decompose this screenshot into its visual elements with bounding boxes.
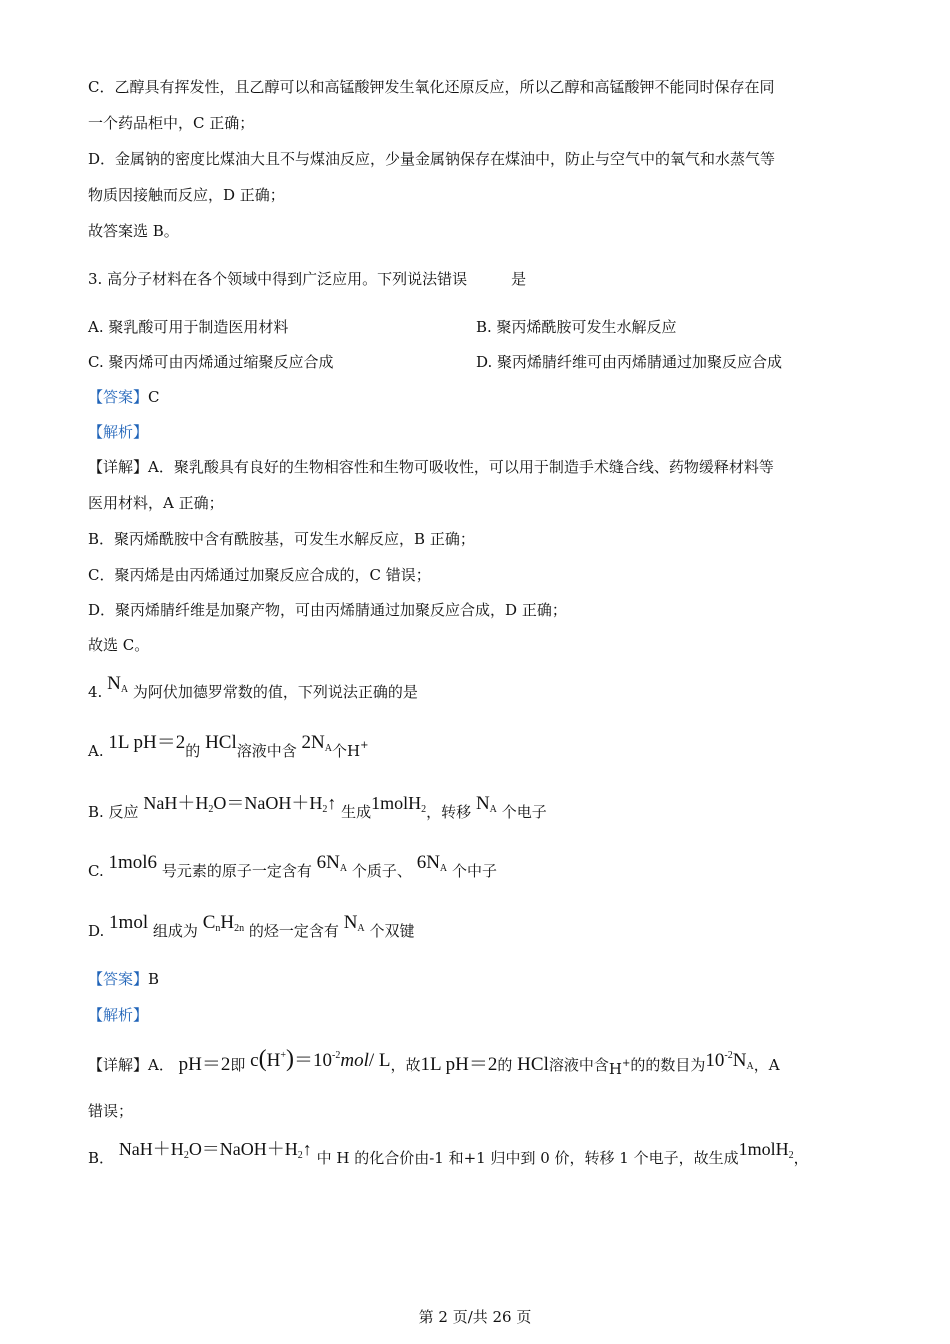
q2-explain-c-line1: C．乙醇具有挥发性，且乙醇可以和高锰酸钾发生氧化还原反应，所以乙醇和高锰酸钾不能同时保存在同 [88, 78, 775, 96]
q4-d-hsub: 2n [234, 923, 245, 934]
q3-stem-b: 是 [511, 270, 527, 288]
q4-answer [88, 968, 868, 990]
q3-detail-b: B．聚丙烯酰胺中含有酰胺基，可发生水解反应，B 正确； [88, 530, 475, 548]
q2-conclusion: 故答案选 B。 [88, 222, 179, 240]
q4-detail-a-label: A． [148, 1056, 174, 1074]
q3-detail-tag: 【详解】 [88, 458, 149, 476]
na-n: N [107, 673, 121, 694]
q4-option-b [88, 793, 868, 823]
q4-stem [88, 673, 868, 703]
q4-det-a-eq: ＝10 [293, 1050, 332, 1071]
q4-det-b-text1: 中 H 的化合价由-1 和+1 归中到 0 价，转移 1 个电子，故生成 [316, 1149, 739, 1167]
q4-answer-value: B [148, 970, 160, 988]
q3-option-d: D. 聚丙烯腈纤维可由丙烯腈通过加聚反应合成 [476, 353, 783, 371]
q4-a-h: H [347, 742, 361, 760]
q4-d-csub: n [215, 923, 221, 934]
q4-det-a-text3: 的 [497, 1056, 513, 1074]
q4-number: 4. [88, 683, 103, 701]
q3-analysis-tag [88, 421, 868, 443]
q3-conclusion: 故选 C。 [88, 636, 150, 654]
q4-option-a-label: A. [88, 742, 104, 760]
q4-det-a-h2: H [608, 1060, 622, 1078]
q4-d-text2: 的烃一定含有 [248, 922, 339, 940]
q4-det-a-text4: 溶液中含 [548, 1056, 609, 1074]
q3-option-b: B. 聚丙烯酰胺可发生水解反应 [476, 318, 677, 336]
q2-explain-d-line2: 物质因接触而反应，D 正确； [88, 186, 285, 204]
q4-d-1mol: 1mol [109, 912, 149, 933]
q4-b-1molh2 [371, 793, 426, 813]
q4-b-eq1: NaH＋H [143, 793, 209, 813]
up-arrow-icon: ↑ [327, 793, 337, 813]
q4-a-hsup: + [360, 740, 369, 751]
q4-stem-text: 为阿伏加德罗常数的值，下列说法正确的是 [132, 683, 418, 701]
q4-d-na-main: N [343, 912, 358, 933]
q3-option-a: A. 聚乳酸可用于制造医用材料 [88, 318, 289, 336]
q4-option-a [88, 732, 868, 762]
q4-det-a-text5: 的的数目为 [630, 1056, 706, 1074]
q4-a-2na-sub: A [324, 743, 333, 754]
q4-d-text1: 组成为 [152, 922, 198, 940]
q4-d-text3: 个双键 [369, 922, 415, 940]
q4-analysis [88, 1004, 868, 1026]
q3-detail-d: D．聚丙烯腈纤维是加聚产物，可由丙烯腈通过加聚反应合成，D 正确； [88, 601, 567, 619]
q4-det-a-hsup: + [280, 1050, 286, 1061]
q3-stem [88, 268, 868, 290]
q3-answer [88, 386, 868, 408]
q4-det-a-10: 10 [705, 1050, 725, 1071]
q3-detail-c: C．聚丙烯是由丙烯通过加聚反应合成的，C 错误； [88, 566, 431, 584]
q4-detail-a [88, 1046, 868, 1078]
q4-det-a-unit: mol [340, 1050, 369, 1071]
q2-explain-c-line2: 一个药品柜中，C 正确； [88, 114, 255, 132]
q4-option-d [88, 912, 868, 942]
q4-d-na-sub: A [357, 923, 365, 934]
q3-detail-a-line1 [88, 456, 868, 478]
q4-det-b-sub2: 2 [297, 1150, 303, 1161]
q4-det-a-h2sup: + [621, 1058, 631, 1069]
q4-det-a-unit2: / L [368, 1050, 391, 1071]
q2-explain-d-line1: D．金属钠的密度比煤油大且不与煤油反应，少量金属钠保存在煤油中，防止与空气中的氧气和水蒸气等 [88, 150, 776, 168]
q4-c-text1: 号元素的原子一定含有 [161, 862, 312, 880]
q3-options-row1 [88, 316, 868, 338]
q4-d-cnh2n [203, 912, 244, 933]
q4-det-a-conc: $c(H^+)=10^{-2}mol/$ L [250, 1046, 391, 1072]
q4-c-text2: 个质子、 [351, 862, 412, 880]
q4-c-6na-protons [317, 852, 347, 873]
q4-det-a-hplus [609, 1060, 630, 1078]
q4-c-6na-sub: A [339, 863, 348, 874]
q4-det-a-h: H [266, 1050, 281, 1071]
q4-na-symbol [107, 673, 128, 694]
q4-b-text2: ，转移 [426, 803, 472, 821]
q4-answer-tag: 【答案】 [88, 970, 149, 988]
q4-a-2na [302, 732, 332, 753]
q3-stem-a: 3. 高分子材料在各个领域中得到广泛应用。下列说法错误 [88, 270, 468, 288]
q4-det-a-nsub: A [746, 1061, 754, 1072]
q4-d-na [344, 912, 365, 933]
q4-d-c: C [202, 912, 216, 933]
q4-b-text1: 生成 [341, 803, 372, 821]
q4-a-text1: 的 [185, 742, 201, 760]
q4-det-b-1molh2-sub: 2 [788, 1150, 794, 1161]
q4-option-b-label: B. 反应 [88, 803, 139, 821]
q4-detail-tag: 【详解】 [88, 1056, 149, 1074]
q4-det-a-expsup: -2 [332, 1050, 341, 1061]
up-arrow-icon: ↑ [302, 1139, 312, 1159]
q4-detail-a-line2: 错误； [88, 1102, 134, 1120]
q4-analysis-tag: 【解析】 [88, 1006, 149, 1024]
q4-det-a-hcl: HCl [517, 1054, 549, 1075]
q4-c-1mol6: 1mol6 [108, 852, 158, 873]
q4-det-a-count [705, 1050, 753, 1071]
q4-det-a-10sup: -2 [724, 1050, 733, 1061]
q4-c-6na2-main: 6N [416, 852, 440, 873]
q4-det-a-text1: 即 [230, 1056, 246, 1074]
q4-option-d-label: D. [88, 922, 105, 940]
q3-detail-a-line2: 医用材料，A 正确； [88, 494, 224, 512]
q4-a-text2: 溶液中含 [236, 742, 297, 760]
q4-a-2na-main: 2N [301, 732, 325, 753]
q4-det-b-text2: ， [793, 1149, 809, 1167]
q4-b-eq2: O＝NaOH＋H [213, 793, 323, 813]
q4-a-ph-formula: 1L pH＝2 [108, 732, 186, 753]
q4-a-hplus [347, 742, 368, 760]
q4-det-a-c: c [250, 1050, 259, 1071]
q4-c-text3: 个中子 [451, 862, 497, 880]
q3-answer-value: C [148, 388, 160, 406]
q4-det-b-1molh2 [739, 1139, 794, 1159]
q4-det-b-eq2: O＝NaOH＋H [188, 1139, 298, 1159]
q4-a-hcl: HCl [205, 732, 237, 753]
q4-c-6na-main: 6N [316, 852, 340, 873]
q4-b-eq-sub2: 2 [322, 804, 328, 815]
q4-det-a-n: N [732, 1050, 747, 1071]
q4-b-na [476, 793, 497, 814]
q4-det-a-1lph: 1L pH＝2 [420, 1054, 498, 1075]
q4-det-b-equation [119, 1139, 312, 1159]
q3-analysis-label: 【解析】 [88, 423, 149, 441]
q3-option-c: C. 聚丙烯可由丙烯通过缩聚反应合成 [88, 353, 334, 371]
q4-det-b-1molh2-main: 1molH [738, 1139, 789, 1159]
q4-b-equation [143, 793, 336, 813]
q4-det-a-text2: ，故 [390, 1056, 421, 1074]
q4-detail-b [88, 1139, 868, 1169]
na-sub: A [120, 684, 129, 695]
q3-options-row2 [88, 351, 868, 373]
q4-d-h: H [220, 912, 235, 933]
q4-b-eq-sub1: 2 [208, 804, 214, 815]
q4-det-b-sub1: 2 [183, 1150, 189, 1161]
q4-det-a-ph: pH＝2 [178, 1054, 231, 1075]
q4-det-b-eq1: NaH＋H [118, 1139, 184, 1159]
q3-answer-tag: 【答案】 [88, 388, 149, 406]
q4-detail-b-label: B． [88, 1149, 115, 1167]
q4-b-na-main: N [475, 793, 490, 814]
q4-b-text3: 个电子 [501, 803, 547, 821]
q4-c-6na2-sub: A [439, 863, 448, 874]
q4-det-a-text6: ，A [753, 1056, 780, 1074]
page-footer: 第 2 页/共 26 页 [418, 1308, 532, 1326]
q3-detail-a-text: A．聚乳酸具有良好的生物相容性和生物可吸收性，可以用于制造手术缝合线、药物缓释材料等 [148, 458, 774, 476]
q4-b-1molh2-main: 1molH [371, 793, 422, 813]
q4-option-c [88, 852, 868, 882]
q4-a-text3: 个 [332, 742, 348, 760]
q4-option-c-label: C. [88, 862, 104, 880]
q4-c-6na-neutrons [417, 852, 447, 873]
q4-b-na-sub: A [489, 804, 497, 815]
q4-b-1molh2-sub: 2 [421, 804, 427, 815]
